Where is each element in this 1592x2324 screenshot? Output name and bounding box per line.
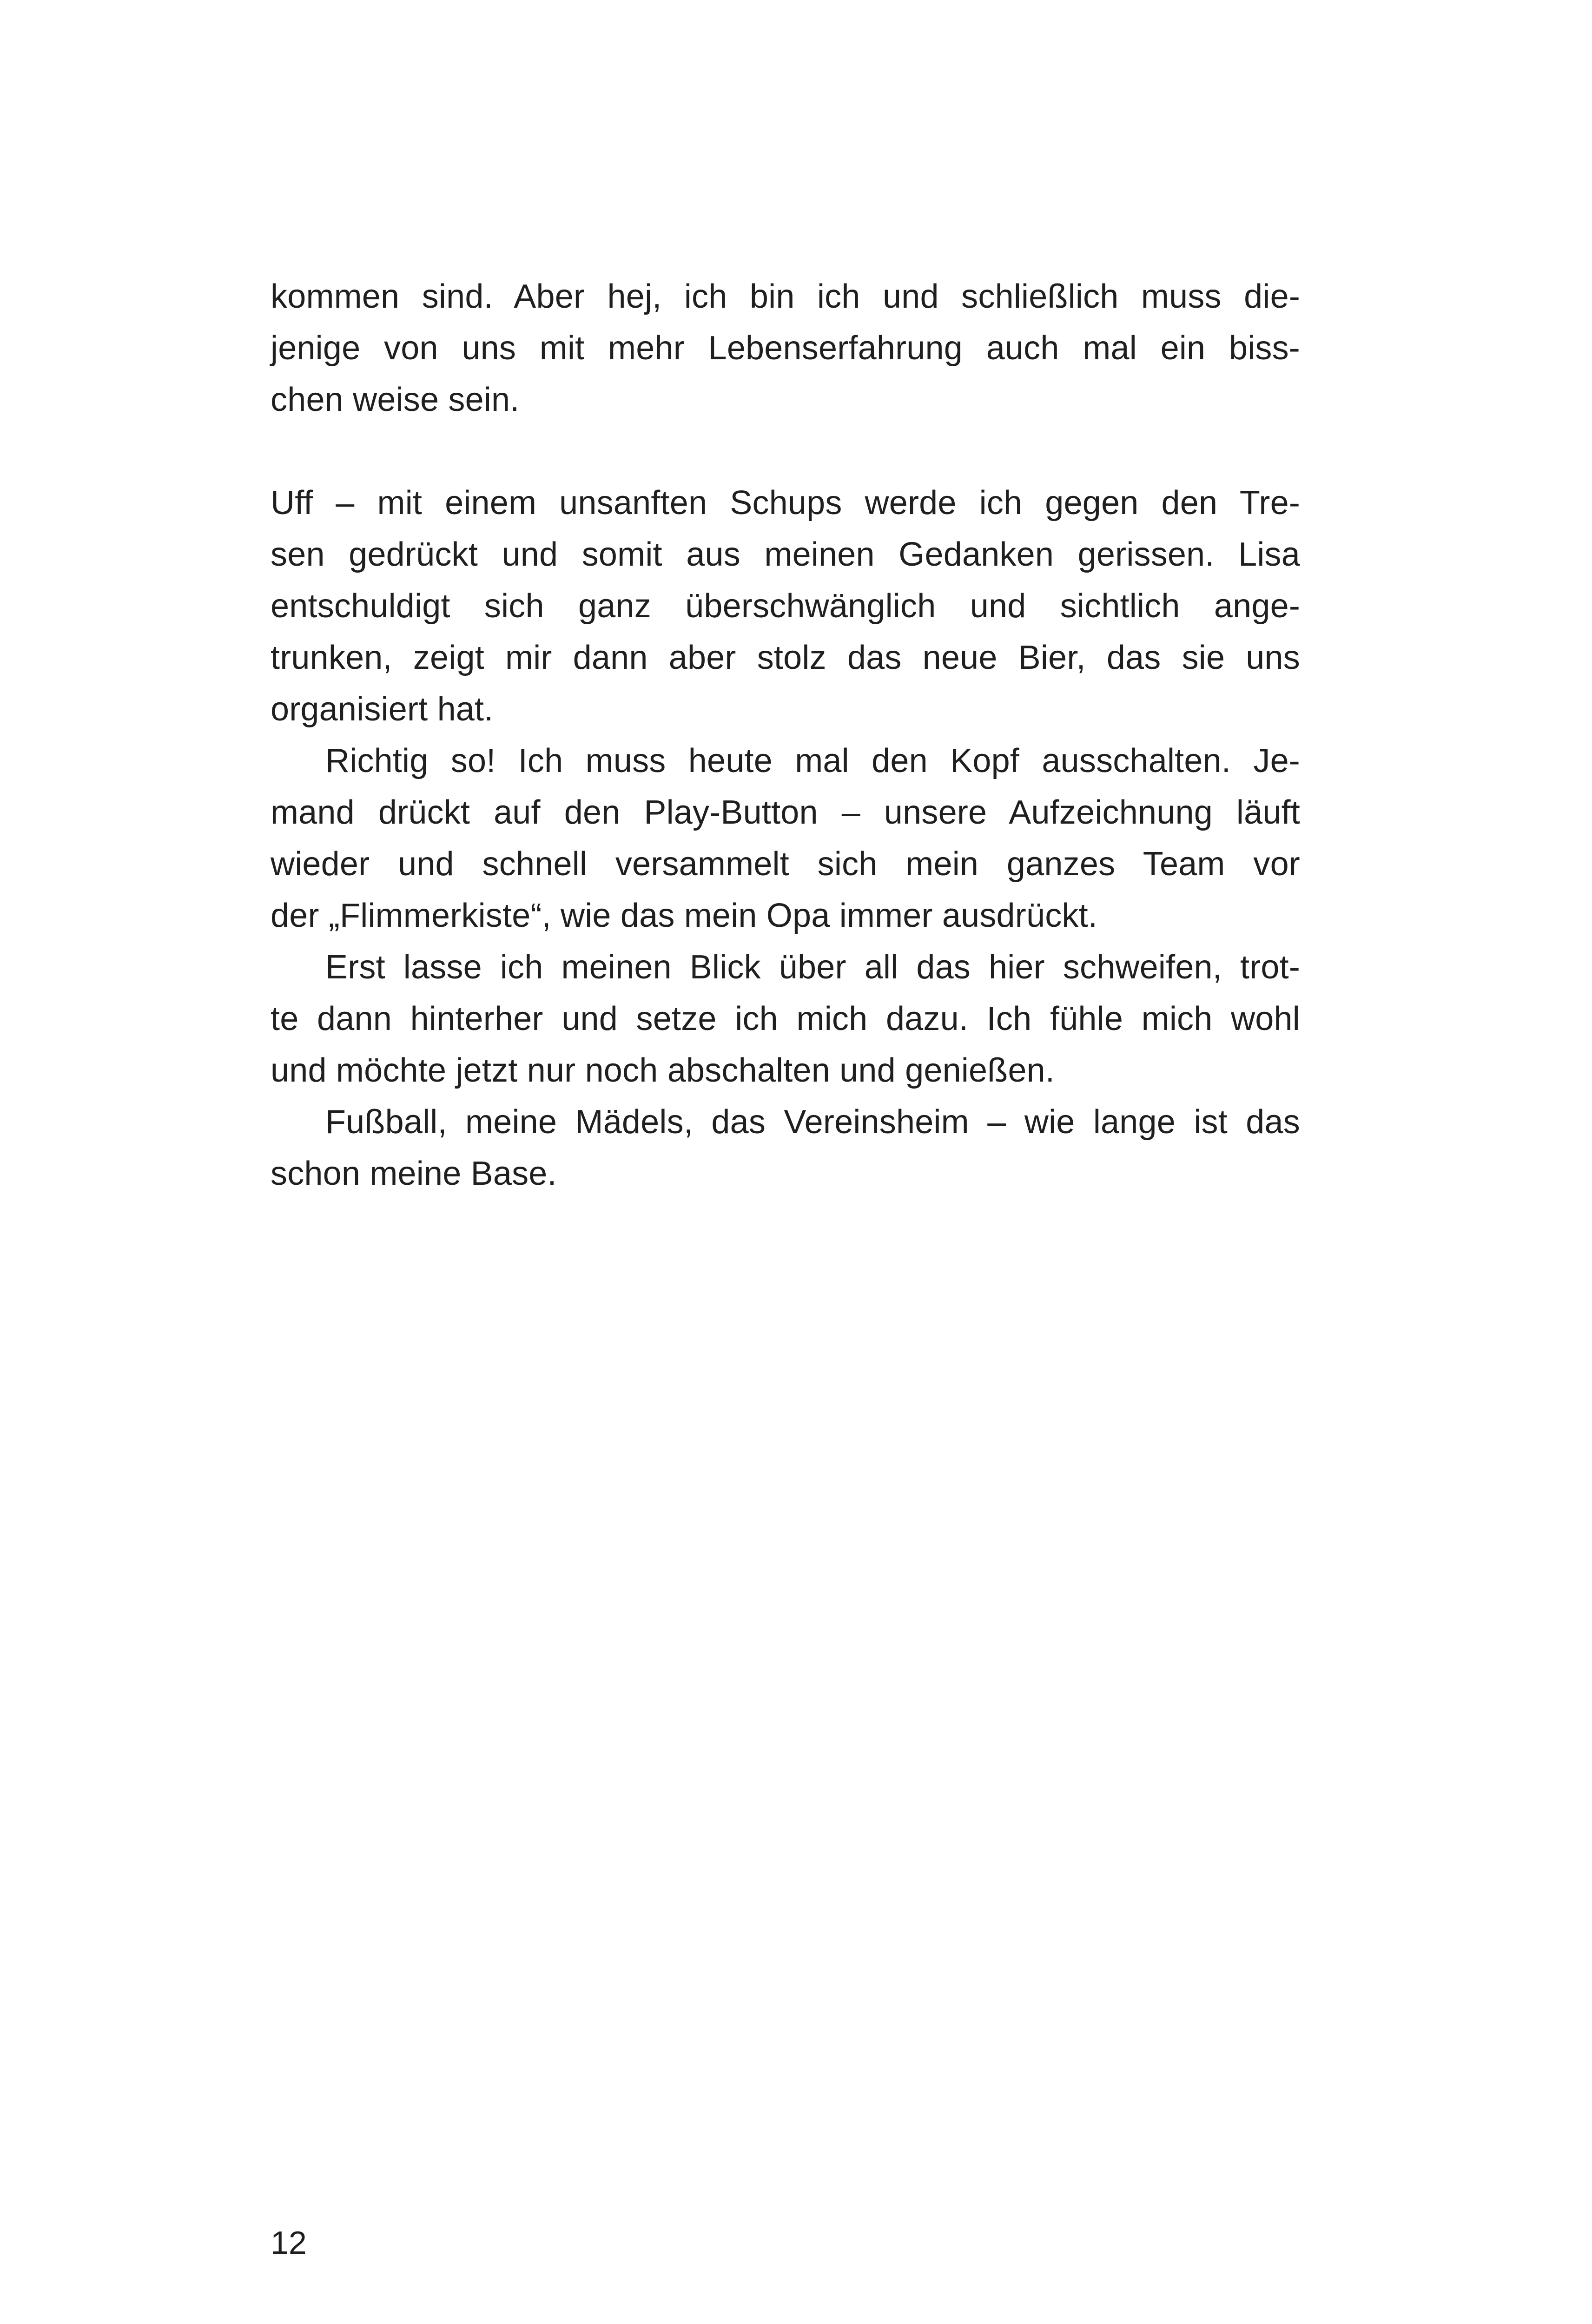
text-line: entschuldigt sich ganz überschwänglich und sichtlich ange-: [271, 588, 1300, 625]
text-line: jenige von uns mit mehr Lebenserfahrung auch mal ein biss-: [271, 330, 1300, 367]
text-line: Richtig so! Ich muss heute mal den Kopf ausschalten. Je-: [325, 742, 1300, 779]
paragraph: [271, 735, 1300, 942]
text-line: mand drückt auf den Play-Button – unsere Aufzeichnung läuft: [271, 794, 1300, 831]
paragraph-break: [271, 426, 1300, 477]
text-line: wieder und schnell versammelt sich mein ganzes Team vor: [271, 845, 1300, 883]
paragraph: [271, 271, 1300, 426]
paragraph: [271, 942, 1300, 1096]
text-line: Uff – mit einem unsanften Schups werde ich gegen den Tre-: [271, 484, 1300, 522]
text-line: chen weise sein.: [271, 381, 520, 418]
body-text: [271, 271, 1300, 1200]
text-line: der „Flimmerkiste“, wie das mein Opa immer ausdrückt.: [271, 897, 1098, 934]
text-line: organisiert hat.: [271, 691, 494, 728]
text-line: Fußball, meine Mädels, das Vereinsheim – wie lange ist das: [325, 1103, 1300, 1141]
page-number: 12: [271, 2225, 307, 2261]
text-line: schon meine Base.: [271, 1155, 557, 1192]
text-line: kommen sind. Aber hej, ich bin ich und schließlich muss die-: [271, 278, 1300, 315]
paragraph: [271, 477, 1300, 735]
text-line: Erst lasse ich meinen Blick über all das hier schweifen, trot-: [325, 949, 1300, 986]
text-line: und möchte jetzt nur noch abschalten und genießen.: [271, 1052, 1055, 1089]
paragraph: [271, 1096, 1300, 1200]
text-line: te dann hinterher und setze ich mich dazu. Ich fühle mich wohl: [271, 1000, 1300, 1037]
text-line: sen gedrückt und somit aus meinen Gedanken gerissen. Lisa: [271, 536, 1300, 573]
text-line: trunken, zeigt mir dann aber stolz das neue Bier, das sie uns: [271, 639, 1300, 676]
